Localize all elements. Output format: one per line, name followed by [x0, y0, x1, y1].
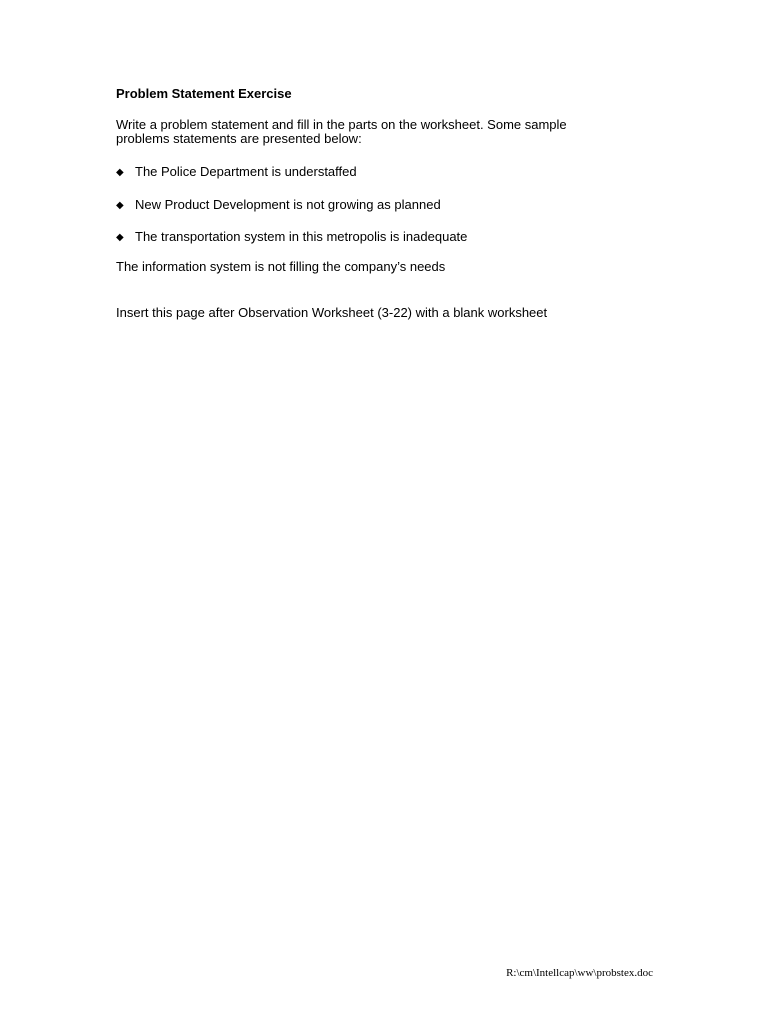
intro-paragraph	[116, 118, 656, 146]
bullet-item	[116, 229, 467, 247]
bullet-item	[116, 197, 441, 215]
bullet-text: The Police Department is understaffed	[135, 164, 357, 179]
diamond-bullet-icon: ◆	[116, 167, 124, 178]
intro-line-1: Write a problem statement and fill in the parts on the worksheet. Some sample	[116, 117, 567, 132]
document-title: Problem Statement Exercise	[116, 86, 292, 101]
instruction-paragraph: Insert this page after Observation Worksheet (3-22) with a blank worksheet	[116, 305, 548, 320]
body-paragraph: The information system is not filling the company’s needs	[116, 259, 446, 274]
diamond-bullet-icon: ◆	[116, 200, 124, 211]
bullet-text: New Product Development is not growing as planned	[135, 197, 441, 212]
footer-file-path: R:\cm\Intellcap\ww\probstex.doc	[506, 967, 653, 979]
bullet-item	[116, 164, 357, 182]
bullet-text: The transportation system in this metropolis is inadequate	[135, 229, 468, 244]
intro-line-2: problems statements are presented below:	[116, 131, 362, 146]
diamond-bullet-icon: ◆	[116, 232, 124, 243]
